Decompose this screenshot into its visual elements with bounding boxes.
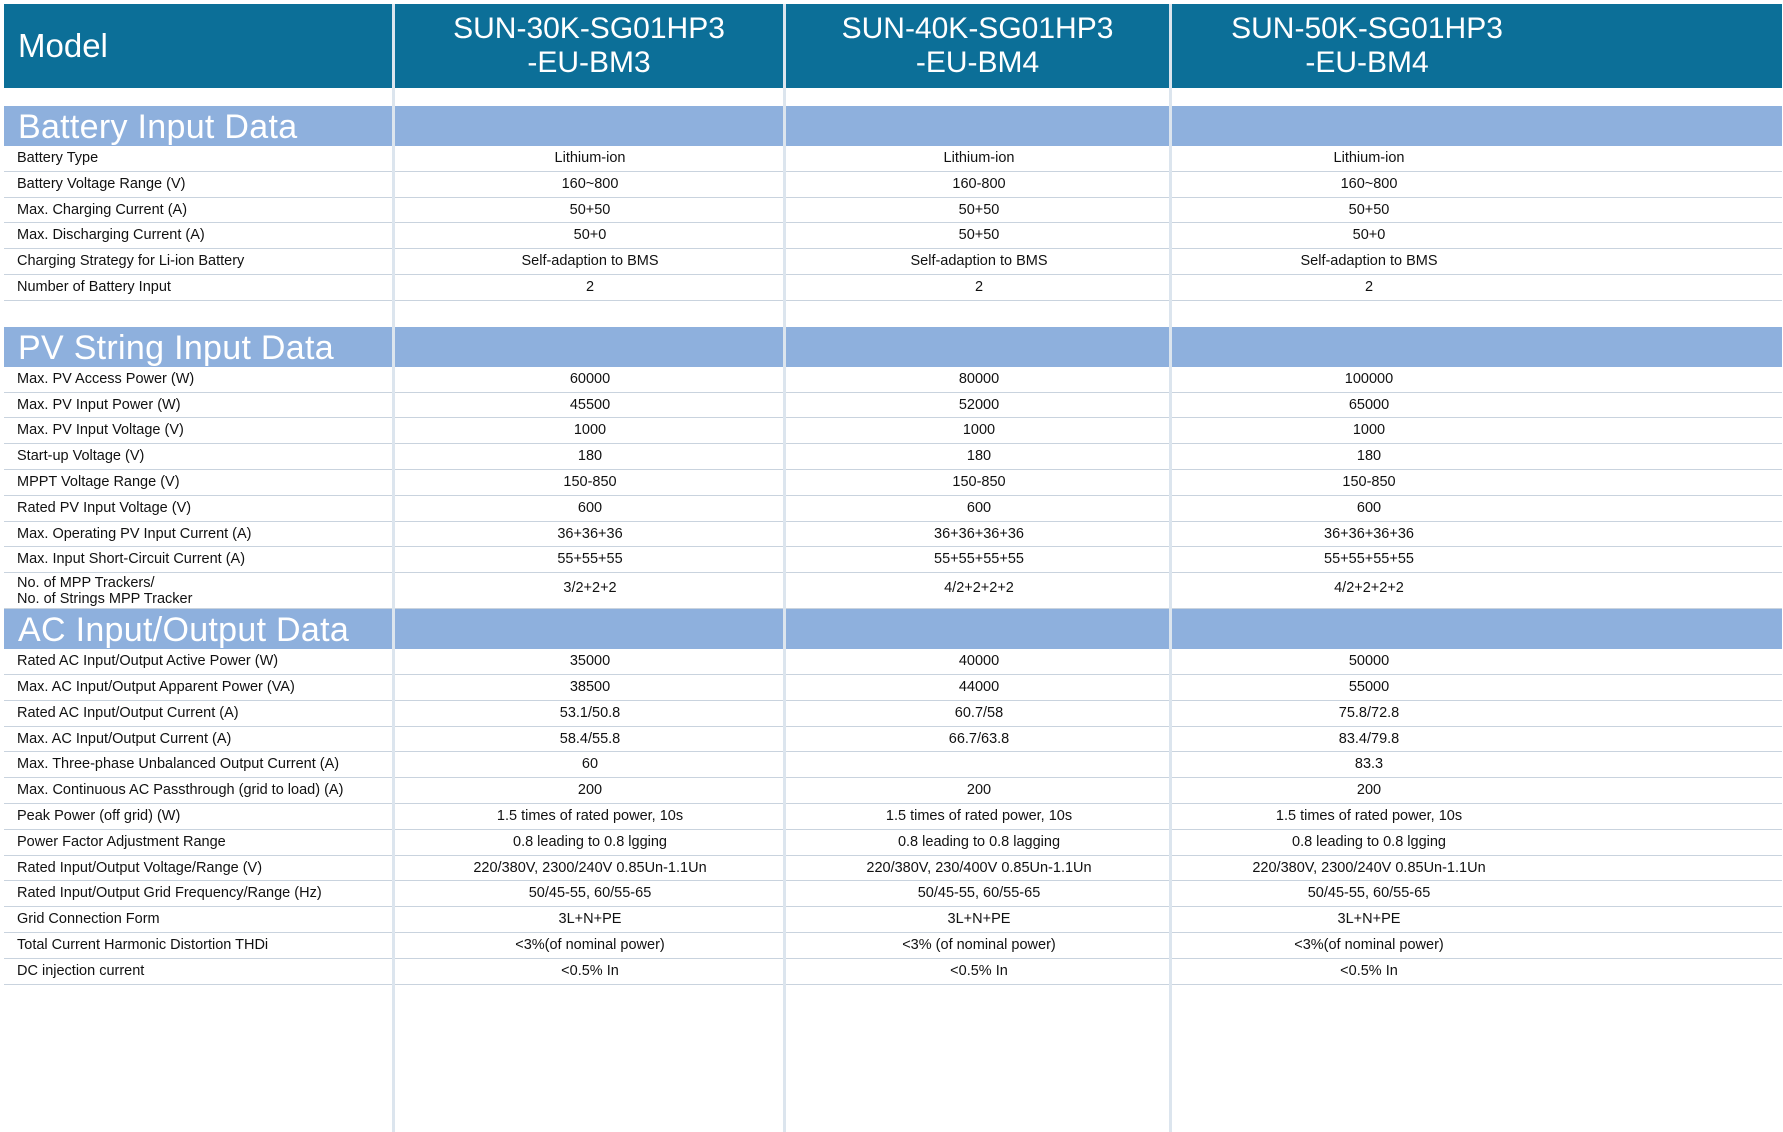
table-row bbox=[4, 881, 1782, 907]
cell-value: 1.5 times of rated power, 10s bbox=[496, 807, 684, 824]
column-divider bbox=[1169, 4, 1172, 1132]
table-row bbox=[4, 907, 1782, 933]
cell-value: <3% (of nominal power) bbox=[902, 936, 1056, 953]
row-label: Max. PV Input Power (W) bbox=[17, 396, 181, 413]
row-label: Start-up Voltage (V) bbox=[17, 448, 145, 465]
cell-value: 60 bbox=[581, 756, 599, 773]
cell-value: 55000 bbox=[1348, 678, 1390, 695]
row-label: Max. Input Short-Circuit Current (A) bbox=[17, 551, 246, 568]
cell-value: <3%(of nominal power) bbox=[1294, 936, 1444, 953]
cell-value: 3L+N+PE bbox=[947, 911, 1011, 928]
model-column-2: SUN-40K-SG01HP3 -EU-BM4 bbox=[841, 12, 1114, 79]
table-row bbox=[4, 223, 1782, 249]
cell-value: 160~800 bbox=[561, 175, 619, 192]
cell-value: 150-850 bbox=[563, 473, 617, 490]
cell-value: <0.5% In bbox=[1340, 962, 1398, 979]
cell-value: 55+55+55 bbox=[557, 551, 623, 568]
cell-value: 180 bbox=[1356, 448, 1382, 465]
table-row bbox=[4, 249, 1782, 275]
section-header-pv-string-input-data bbox=[4, 327, 1782, 367]
cell-value: 2 bbox=[1364, 278, 1374, 295]
cell-value: 50+50 bbox=[958, 227, 1000, 244]
cell-value: 53.1/50.8 bbox=[559, 704, 621, 721]
cell-value: 4/2+2+2+2 bbox=[944, 580, 1014, 597]
table-row bbox=[4, 172, 1782, 198]
table-row bbox=[4, 547, 1782, 573]
cell-value: 220/380V, 230/400V 0.85Un-1.1Un bbox=[866, 859, 1092, 876]
row-label: Rated PV Input Voltage (V) bbox=[17, 499, 192, 516]
cell-value: Lithium-ion bbox=[554, 150, 626, 166]
row-label: Max. PV Input Voltage (V) bbox=[17, 422, 184, 439]
cell-value: Lithium-ion bbox=[1333, 150, 1405, 166]
table-row bbox=[4, 649, 1782, 675]
row-label: Max. Discharging Current (A) bbox=[17, 227, 205, 244]
table-row bbox=[4, 959, 1782, 985]
cell-value: 1000 bbox=[573, 422, 607, 439]
cell-value: 1.5 times of rated power, 10s bbox=[1275, 807, 1463, 824]
row-label: Power Factor Adjustment Range bbox=[17, 833, 226, 850]
cell-value: 0.8 leading to 0.8 lgging bbox=[1292, 833, 1446, 850]
cell-value: 600 bbox=[966, 499, 992, 516]
cell-value: 45500 bbox=[569, 396, 611, 413]
cell-value: 3/2+2+2 bbox=[563, 580, 617, 597]
table-row bbox=[4, 198, 1782, 224]
cell-value: 36+36+36+36 bbox=[934, 525, 1024, 542]
table-row bbox=[4, 573, 1782, 609]
row-label: Max. Continuous AC Passthrough (grid to load) (A) bbox=[17, 782, 344, 799]
cell-value: 83.4/79.8 bbox=[1338, 730, 1400, 747]
cell-value: 50+50 bbox=[569, 201, 611, 218]
cell-value: <0.5% In bbox=[950, 962, 1008, 979]
cell-value: 55+55+55+55 bbox=[934, 551, 1024, 568]
row-label: Number of Battery Input bbox=[17, 278, 171, 295]
row-label: Max. Three-phase Unbalanced Output Current (A) bbox=[17, 756, 340, 773]
cell-value: 50+0 bbox=[1352, 227, 1386, 244]
row-label: Peak Power (off grid) (W) bbox=[17, 807, 181, 824]
column-divider bbox=[392, 4, 395, 1132]
row-label: Max. PV Access Power (W) bbox=[17, 370, 195, 387]
row-label: Max. AC Input/Output Current (A) bbox=[17, 730, 232, 747]
cell-value: Self-adaption to BMS bbox=[910, 253, 1048, 270]
row-label: DC injection current bbox=[17, 962, 145, 979]
table-row bbox=[4, 830, 1782, 856]
cell-value: 75.8/72.8 bbox=[1338, 704, 1400, 721]
table-row bbox=[4, 522, 1782, 548]
table-row bbox=[4, 727, 1782, 753]
row-label: Rated Input/Output Grid Frequency/Range (Hz) bbox=[17, 885, 322, 902]
cell-value: 160-800 bbox=[952, 175, 1006, 192]
cell-value: 66.7/63.8 bbox=[948, 730, 1010, 747]
row-label: Max. Operating PV Input Current (A) bbox=[17, 525, 252, 542]
table-row bbox=[4, 367, 1782, 393]
table-row bbox=[4, 675, 1782, 701]
table-header bbox=[4, 4, 1782, 88]
cell-value: 80000 bbox=[958, 370, 1000, 387]
row-label: Rated Input/Output Voltage/Range (V) bbox=[17, 859, 263, 876]
row-label: Max. Charging Current (A) bbox=[17, 201, 188, 218]
column-divider bbox=[783, 4, 786, 1132]
cell-value: <0.5% In bbox=[561, 962, 619, 979]
cell-value: Self-adaption to BMS bbox=[521, 253, 659, 270]
cell-value: 200 bbox=[1356, 782, 1382, 799]
cell-value: 150-850 bbox=[952, 473, 1006, 490]
row-label: No. of MPP Trackers/ No. of Strings MPP Tracker bbox=[17, 575, 193, 608]
row-label: Total Current Harmonic Distortion THDi bbox=[17, 936, 269, 953]
cell-value: 1000 bbox=[1352, 422, 1386, 439]
cell-value: 60.7/58 bbox=[954, 704, 1004, 721]
table-row bbox=[4, 496, 1782, 522]
cell-value: 44000 bbox=[958, 678, 1000, 695]
table-row bbox=[4, 275, 1782, 301]
cell-value: 52000 bbox=[958, 396, 1000, 413]
cell-value: 58.4/55.8 bbox=[559, 730, 621, 747]
model-column-1: SUN-30K-SG01HP3 -EU-BM3 bbox=[453, 12, 725, 79]
cell-value: 600 bbox=[577, 499, 603, 516]
cell-value: 2 bbox=[974, 278, 984, 295]
cell-value: 0.8 leading to 0.8 lgging bbox=[513, 833, 667, 850]
cell-value: 100000 bbox=[1344, 370, 1394, 387]
table-row bbox=[4, 393, 1782, 419]
row-label: MPPT Voltage Range (V) bbox=[17, 473, 180, 490]
row-label: Rated AC Input/Output Active Power (W) bbox=[17, 653, 279, 670]
section-spacer bbox=[4, 88, 1782, 106]
cell-value: 35000 bbox=[569, 653, 611, 670]
cell-value: 180 bbox=[577, 448, 603, 465]
table-row bbox=[4, 778, 1782, 804]
cell-value: 150-850 bbox=[1342, 473, 1396, 490]
table-row bbox=[4, 856, 1782, 882]
cell-value: 36+36+36 bbox=[557, 525, 623, 542]
section-title: PV String Input Data bbox=[18, 328, 334, 367]
cell-value: 3L+N+PE bbox=[1337, 911, 1401, 928]
row-label: Grid Connection Form bbox=[17, 911, 160, 928]
cell-value: Self-adaption to BMS bbox=[1300, 253, 1438, 270]
cell-value: 0.8 leading to 0.8 lagging bbox=[897, 833, 1061, 850]
model-column-3: SUN-50K-SG01HP3 -EU-BM4 bbox=[1231, 12, 1503, 79]
cell-value: 38500 bbox=[569, 678, 611, 695]
cell-value: 600 bbox=[1356, 499, 1382, 516]
table-row bbox=[4, 701, 1782, 727]
cell-value: 50+50 bbox=[1348, 201, 1390, 218]
cell-value: 60000 bbox=[569, 370, 611, 387]
cell-value: 50/45-55, 60/55-65 bbox=[1307, 885, 1431, 902]
cell-value: 200 bbox=[577, 782, 603, 799]
section-header-battery-input-data bbox=[4, 106, 1782, 146]
row-label: Battery Type bbox=[17, 150, 99, 166]
section-title: Battery Input Data bbox=[18, 108, 298, 146]
cell-value: 40000 bbox=[958, 653, 1000, 670]
cell-value: 50+50 bbox=[958, 201, 1000, 218]
cell-value: 180 bbox=[966, 448, 992, 465]
cell-value: 1.5 times of rated power, 10s bbox=[885, 807, 1073, 824]
table-row bbox=[4, 418, 1782, 444]
model-header-label: Model bbox=[18, 27, 108, 64]
row-label: Charging Strategy for Li-ion Battery bbox=[17, 253, 245, 270]
cell-value: 220/380V, 2300/240V 0.85Un-1.1Un bbox=[473, 859, 707, 876]
cell-value: 3L+N+PE bbox=[558, 911, 622, 928]
row-label: Max. AC Input/Output Apparent Power (VA) bbox=[17, 678, 295, 695]
cell-value: 50000 bbox=[1348, 653, 1390, 670]
cell-value: 50/45-55, 60/55-65 bbox=[528, 885, 652, 902]
cell-value: 50/45-55, 60/55-65 bbox=[917, 885, 1041, 902]
table-row bbox=[4, 804, 1782, 830]
cell-value: 2 bbox=[585, 278, 595, 295]
spec-table bbox=[4, 4, 1782, 985]
section-header-ac-input-output-data bbox=[4, 609, 1782, 649]
table-row bbox=[4, 444, 1782, 470]
cell-value: 36+36+36+36 bbox=[1324, 525, 1414, 542]
table-row bbox=[4, 146, 1782, 172]
section-spacer bbox=[4, 301, 1782, 327]
table-row bbox=[4, 933, 1782, 959]
cell-value: 50+0 bbox=[573, 227, 607, 244]
row-label: Rated AC Input/Output Current (A) bbox=[17, 704, 239, 721]
cell-value: Lithium-ion bbox=[943, 150, 1015, 166]
cell-value: 200 bbox=[966, 782, 992, 799]
cell-value: 220/380V, 2300/240V 0.85Un-1.1Un bbox=[1252, 859, 1486, 876]
cell-value: 160~800 bbox=[1340, 175, 1398, 192]
cell-value: 1000 bbox=[962, 422, 996, 439]
cell-value: 4/2+2+2+2 bbox=[1334, 580, 1404, 597]
table-row bbox=[4, 470, 1782, 496]
table-row bbox=[4, 752, 1782, 778]
cell-value: <3%(of nominal power) bbox=[515, 936, 665, 953]
row-label: Battery Voltage Range (V) bbox=[17, 175, 186, 192]
cell-value: 65000 bbox=[1348, 396, 1390, 413]
table-body bbox=[4, 88, 1782, 985]
cell-value: 83.3 bbox=[1354, 756, 1384, 773]
cell-value: 55+55+55+55 bbox=[1324, 551, 1414, 568]
section-title: AC Input/Output Data bbox=[18, 611, 350, 650]
